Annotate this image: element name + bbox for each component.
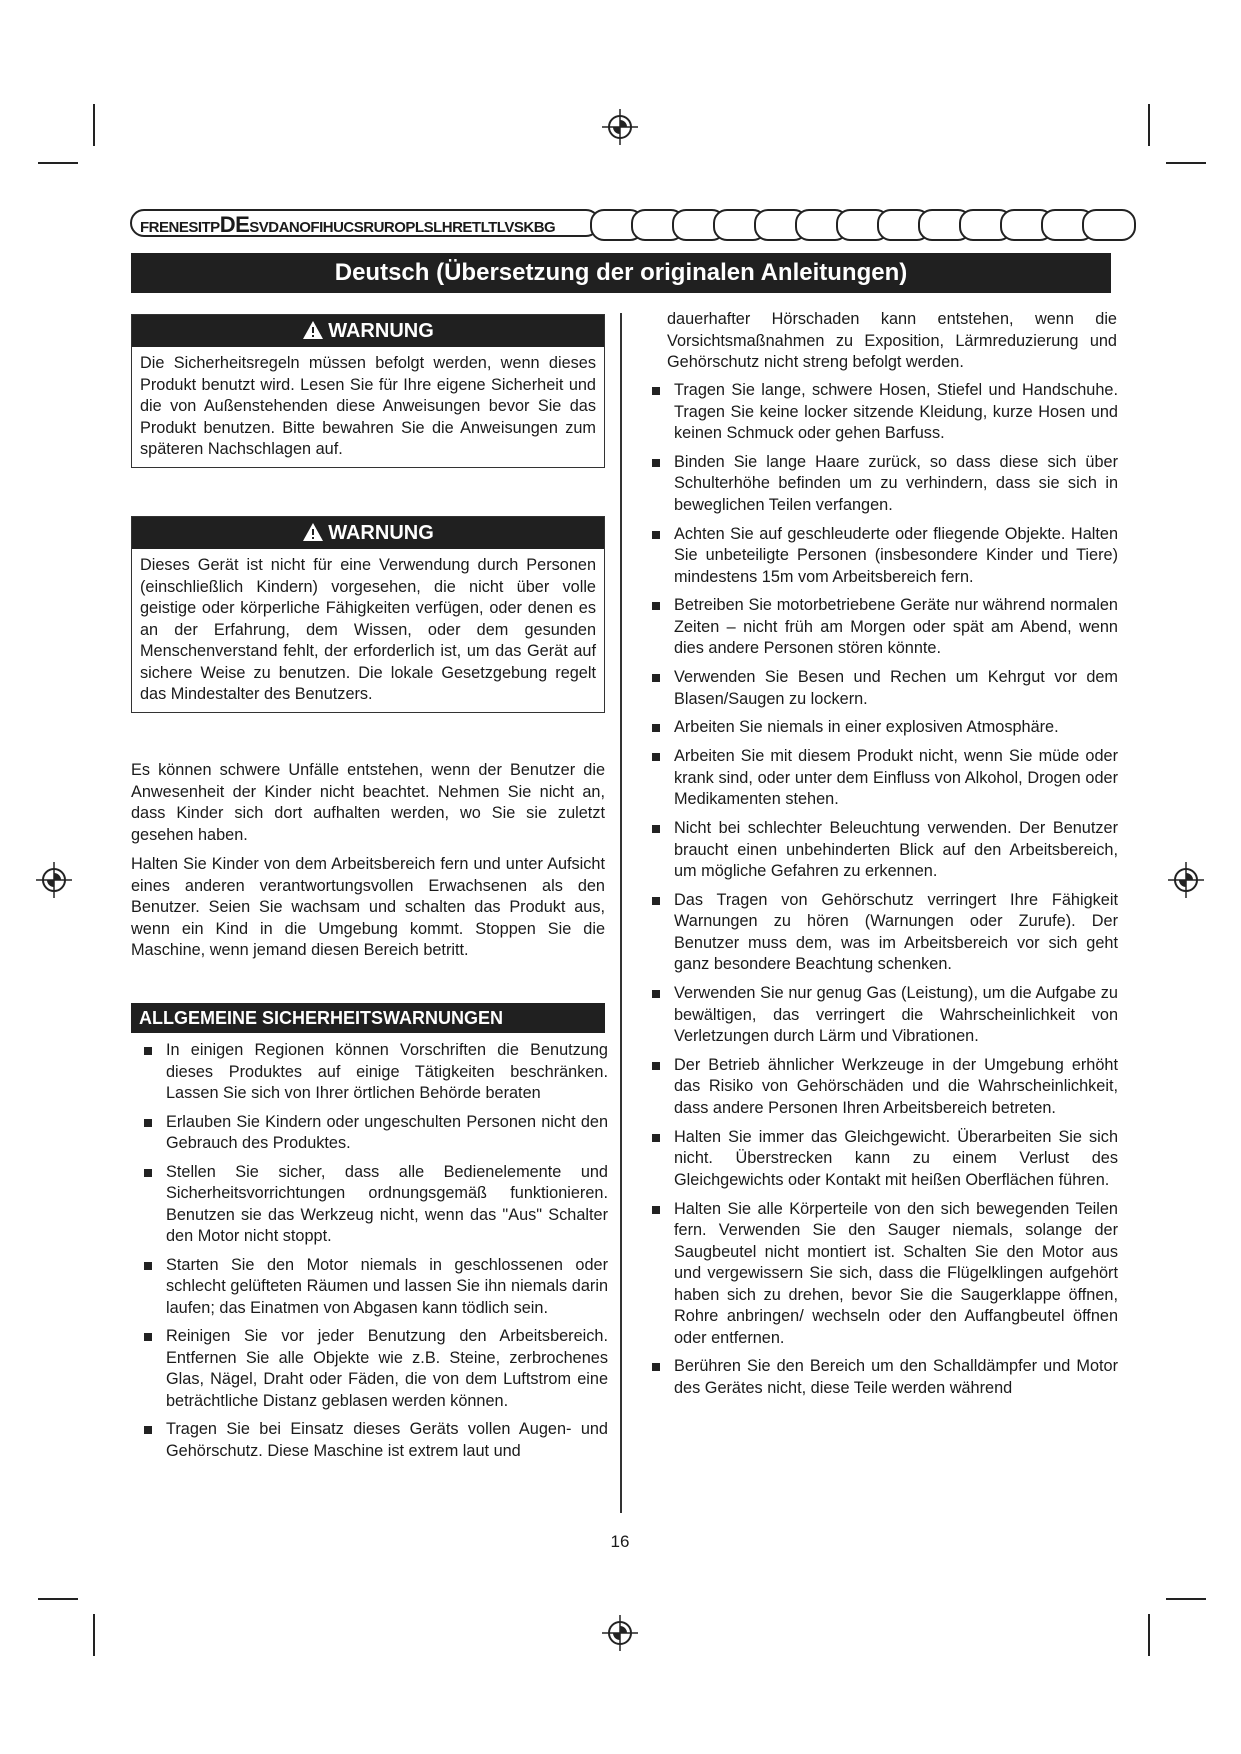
column-divider: [620, 313, 622, 1513]
bullet-icon: [652, 531, 660, 539]
warning-box: [131, 314, 605, 468]
bullet-icon: [652, 724, 660, 732]
list-item-text: Tragen Sie lange, schwere Hosen, Stiefel und Handschuhe. Tragen Sie keine locker sitzende Kleidung, kurze Hosen und keinen Schmuck oder gehen Barfuss.: [674, 381, 1118, 442]
crop-mark: [93, 1614, 95, 1656]
language-codes-tab: [130, 209, 600, 237]
crop-mark: [93, 104, 95, 146]
body-paragraph: Halten Sie Kinder von dem Arbeitsbereich fern und unter Aufsicht eines anderen verantwortungsvollen Erwachsenen als den Benutzer. Seien Sie wachsam und schalten das Produkt aus, wenn ein Kind in die Umgebung kommt. Stoppen Sie die Maschine, wenn jemand diesen Bereich betritt.: [131, 855, 605, 959]
list-item-text: Stellen Sie sicher, dass alle Bedienelemente und Sicherheitsvorrichtungen ordnungsgemäß funktionieren. Benutzen sie das Werkzeug nicht, wenn das "Aus" Schalter den Motor nicht stoppt.: [166, 1162, 608, 1245]
warning-text: Dieses Gerät ist nicht für eine Verwendung durch Personen (einschließlich Kindern) vorgesehen, die nicht über volle geistige oder körperliche Fähigkeiten verfügen, oder denen es an der Erfahrung, dem Wissen, oder dem gesunden Menschenverstand fehlt, der erforderlich ist, um das Gerät auf sichere Weise zu benutzen. Die lokale Gesetzgebung regelt das Mindestalter des Benutzers.: [140, 556, 596, 703]
list-item: [648, 667, 1118, 710]
list-item-text: Binden Sie lange Haare zurück, so dass diese sich über Schulterhöhe befinden um zu verhindern, dass sie sich in beweglichen Teilen verfangen.: [674, 452, 1118, 514]
list-item-text: Erlauben Sie Kindern oder ungeschulten Personen nicht den Gebrauch des Produktes.: [166, 1112, 608, 1152]
bullet-icon: [144, 1047, 152, 1055]
warning-heading: [132, 315, 604, 347]
warning-heading: [132, 517, 604, 549]
warning-triangle-icon: [302, 522, 324, 542]
bullet-icon: [652, 674, 660, 682]
list-item: [648, 524, 1118, 589]
list-item-text: Nicht bei schlechter Beleuchtung verwenden. Der Benutzer braucht einen unbehinderten Blick auf den Arbeitsbereich, um mögliche Gefahren zu erkennen.: [674, 819, 1118, 881]
bullet-icon: [652, 387, 660, 395]
warning-heading-text: WARNUNG: [328, 320, 434, 342]
crop-mark: [1148, 104, 1150, 146]
list-item-text: Verwenden Sie Besen und Rechen um Kehrgut vor dem Blasen/Saugen zu lockern.: [674, 668, 1118, 708]
list-item: [648, 717, 1118, 739]
list-item-text: In einigen Regionen können Vorschriften die Benutzung dieses Produktes auf einige Tätigkeiten beschränken. Lassen Sie sich von Ihrer örtlichen Behörde beraten: [166, 1041, 608, 1102]
registration-mark-icon: [34, 860, 74, 900]
list-item-text: Das Tragen von Gehörschutz verringert Ihre Fähigkeit Warnungen zu hören (Warnungen oder Zurufe). Der Benutzer muss dem, was im Arbeitsbereich vor sich geht ganz besondere Beachtung schenken.: [674, 890, 1118, 974]
bullet-icon: [144, 1333, 152, 1341]
list-item-text: Arbeiten Sie niemals in einer explosiven Atmosphäre.: [674, 718, 1059, 737]
list-item: [140, 1255, 608, 1320]
list-item: [648, 452, 1118, 517]
language-tab-strip: [130, 209, 1142, 239]
continuation-paragraph: dauerhafter Hörschaden kann entstehen, wenn die Vorsichtsmaßnahmen zu Exposition, Lärmreduzierung und Gehörschutz nicht streng befolgt werden.: [667, 310, 1117, 371]
list-item: [648, 1199, 1118, 1350]
language-codes-prefix: FRENESITP: [140, 219, 220, 236]
crop-mark: [1166, 162, 1206, 164]
list-item: [140, 1040, 608, 1105]
section-heading: ALLGEMEINE SICHERHEITSWARNUNGEN: [131, 1003, 605, 1033]
bullet-icon: [652, 1206, 660, 1214]
list-item-text: Verwenden Sie nur genug Gas (Leistung), um die Aufgabe zu bewältigen, das verringert die Wahrscheinlichkeit von Verletzungen durch Lärm und Vibrationen.: [674, 984, 1118, 1046]
crop-mark: [38, 162, 78, 164]
warning-triangle-icon: [302, 320, 324, 340]
list-item: [140, 1162, 608, 1248]
bullet-icon: [144, 1119, 152, 1127]
crop-mark: [1166, 1598, 1206, 1600]
language-tab-blank: [1082, 209, 1136, 241]
registration-mark-icon: [600, 107, 640, 147]
list-item: [140, 1419, 608, 1462]
crop-mark: [1148, 1614, 1150, 1656]
list-item-text: Tragen Sie bei Einsatz dieses Geräts vollen Augen- und Gehörschutz. Diese Maschine ist extrem laut und: [166, 1420, 608, 1460]
list-item: [648, 380, 1118, 445]
list-item: [648, 595, 1118, 660]
bullet-icon: [652, 1363, 660, 1371]
bullet-icon: [652, 897, 660, 905]
list-item: [648, 983, 1118, 1048]
page-number: 16: [610, 1532, 630, 1551]
list-item: [140, 1112, 608, 1155]
safety-list-right: [648, 380, 1118, 1407]
language-codes-suffix: SVDANOFIHUCSRUROPLSLHRETLTLVSKBG: [249, 219, 556, 236]
list-item-text: Halten Sie alle Körperteile von den sich bewegenden Teilen fern. Verwenden Sie den Sauger niemals, solange der Saugbeutel nicht montiert ist. Schalten Sie den Motor aus und vergewissern Sie sich, dass die Flügelklingen aufgehört haben sich zu drehen, bevor Sie die Saugerklappe öffnen, Rohre anbringen/ wechseln oder den Auffangbeutel öffnen oder entfernen.: [674, 1199, 1118, 1347]
warning-box: [131, 516, 605, 713]
bullet-icon: [144, 1169, 152, 1177]
list-item-text: Berühren Sie den Bereich um den Schalldämpfer und Motor des Gerätes nicht, diese Teile werden während: [674, 1357, 1118, 1397]
safety-list-left: [140, 1040, 608, 1469]
list-item: [648, 890, 1118, 976]
list-item: [648, 1127, 1118, 1192]
body-paragraph: Es können schwere Unfälle entstehen, wenn der Benutzer die Anwesenheit der Kinder nicht beachtet. Nehmen Sie nicht an, dass Kinder sich dort aufhalten werden, wo Sie sie zuletzt gesehen haben.: [131, 761, 605, 844]
list-item: [140, 1326, 608, 1412]
list-item: [648, 1356, 1118, 1399]
language-code-active: DE: [219, 212, 250, 237]
warning-heading-text: WARNUNG: [328, 522, 434, 544]
list-item: [648, 818, 1118, 883]
list-item: [648, 1055, 1118, 1120]
registration-mark-icon: [1166, 860, 1206, 900]
list-item: [648, 746, 1118, 811]
list-item-text: Halten Sie immer das Gleichgewicht. Überarbeiten Sie sich nicht. Überstrecken kann zu einem Verlust des Gleichgewichts oder Kontakt mit heißen Oberflächen führen.: [674, 1127, 1118, 1189]
bullet-icon: [652, 459, 660, 467]
list-item-text: Arbeiten Sie mit diesem Produkt nicht, wenn Sie müde oder krank sind, oder unter dem Einfluss von Alkohol, Drogen oder Medikamenten stehen.: [674, 747, 1118, 809]
crop-mark: [38, 1598, 78, 1600]
bullet-icon: [652, 825, 660, 833]
list-item-text: Reinigen Sie vor jeder Benutzung den Arbeitsbereich. Entfernen Sie alle Objekte wie z.B. Steine, zerbrochenes Glas, Nägel, Draht oder Fäden, die von dem Luftstrom eine beträchtliche Distanz geblasen werden können.: [166, 1327, 608, 1410]
list-item-text: Achten Sie auf geschleuderte oder fliegende Objekte. Halten Sie unbeteiligte Personen (insbesondere Kinder und Tiere) mindestens 15m vom Arbeitsbereich fern.: [674, 524, 1118, 586]
list-item-text: Der Betrieb ähnlicher Werkzeuge in der Umgebung erhöht das Risiko von Gehörschäden und die Wahrscheinlichkeit, dass andere Personen Ihren Arbeitsbereich betreten.: [674, 1055, 1118, 1117]
bullet-icon: [652, 753, 660, 761]
bullet-icon: [144, 1262, 152, 1270]
page-title: Deutsch (Übersetzung der originalen Anleitungen): [131, 253, 1111, 293]
list-item-text: Betreiben Sie motorbetriebene Geräte nur während normalen Zeiten – nicht früh am Morgen oder spät am Abend, wenn dies andere Personen stören könnte.: [674, 596, 1118, 658]
registration-mark-icon: [600, 1613, 640, 1653]
warning-text: Die Sicherheitsregeln müssen befolgt werden, wenn dieses Produkt benutzt wird. Lesen Sie für Ihre eigene Sicherheit und die von Außenstehenden diese Anweisungen bevor Sie das Produkt benutzen. Bitte bewahren Sie die Anweisungen zum späteren Nachschlagen auf.: [140, 354, 596, 458]
bullet-icon: [652, 990, 660, 998]
bullet-icon: [652, 1062, 660, 1070]
list-item-text: Starten Sie den Motor niemals in geschlossenen oder schlecht gelüfteten Räumen und lassen Sie ihn niemals darin laufen; das Einatmen von Abgasen kann tödlich sein.: [166, 1255, 608, 1317]
bullet-icon: [652, 1134, 660, 1142]
bullet-icon: [144, 1426, 152, 1434]
bullet-icon: [652, 602, 660, 610]
